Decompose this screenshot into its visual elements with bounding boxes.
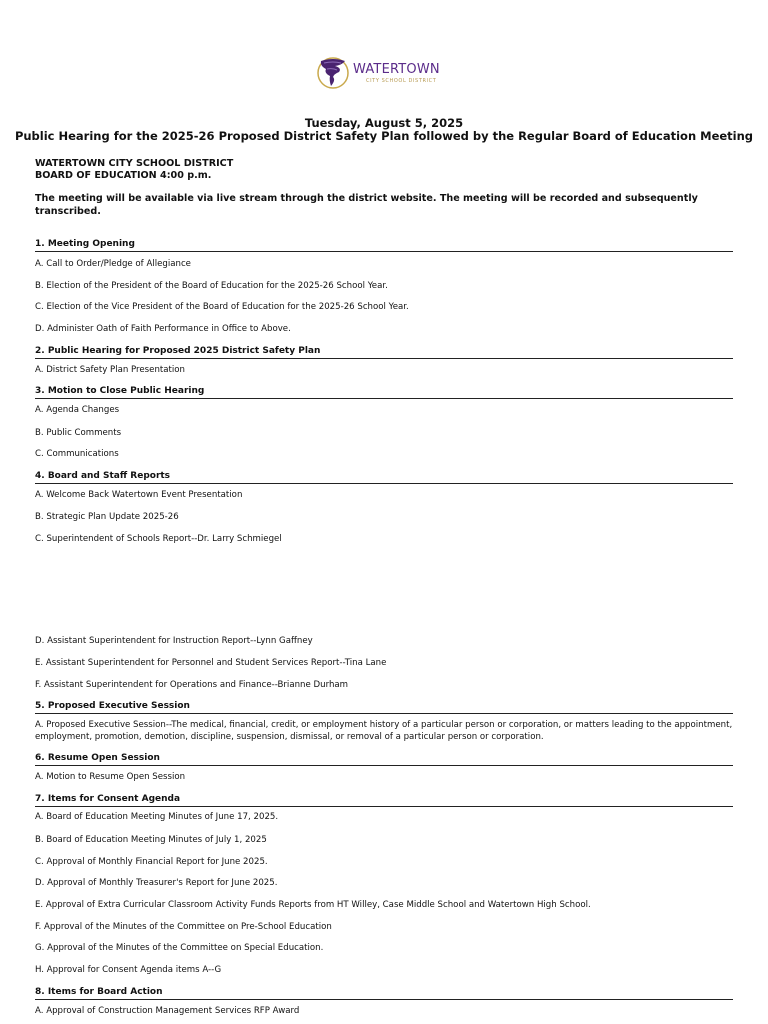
agenda-item: B. Strategic Plan Update 2025-26: [35, 512, 179, 522]
agenda-item: A. District Safety Plan Presentation: [35, 365, 185, 375]
meeting-title: Public Hearing for the 2025-26 Proposed District Safety Plan followed by the Regular Board of Education Meeting: [14, 129, 754, 143]
agenda-item: E. Approval of Extra Curricular Classroom Activity Funds Reports from HT Willey, Case Middle School and Watertown High School.: [35, 900, 591, 910]
agenda-item: A. Call to Order/Pledge of Allegiance: [35, 259, 191, 269]
agenda-item: G. Approval of the Minutes of the Committee on Special Education.: [35, 943, 324, 953]
section-heading: 6. Resume Open Session: [35, 753, 733, 766]
agenda-item: C. Communications: [35, 449, 119, 459]
board-time: BOARD OF EDUCATION 4:00 p.m.: [35, 170, 212, 181]
tornado-logo-icon: [316, 53, 350, 91]
agenda-item: A. Agenda Changes: [35, 405, 120, 415]
agenda-item: B. Election of the President of the Board of Education for the 2025-26 School Year.: [35, 281, 388, 291]
section-heading: 1. Meeting Opening: [35, 239, 733, 252]
logo-subtitle: CITY SCHOOL DISTRICT: [366, 78, 437, 84]
section-heading: 8. Items for Board Action: [35, 987, 733, 1000]
agenda-item: H. Approval for Consent Agenda items A--G: [35, 965, 222, 975]
agenda-item: B. Board of Education Meeting Minutes of July 1, 2025: [35, 835, 267, 845]
section-heading: 3. Motion to Close Public Hearing: [35, 386, 733, 399]
agenda-item: F. Approval of the Minutes of the Committee on Pre-School Education: [35, 922, 332, 932]
agenda-item: D. Assistant Superintendent for Instruction Report--Lynn Gaffney: [35, 636, 313, 646]
agenda-item: A. Proposed Executive Session--The medical, financial, credit, or employment history of a particular person or corporation, or matters leading to the appointment, employment, promotion, demotion, discipline, suspension, dismissal, or removal of a particular person or corporation.: [35, 720, 733, 742]
agenda-item: D. Approval of Monthly Treasurer's Report for June 2025.: [35, 878, 278, 888]
section-heading: 2. Public Hearing for Proposed 2025 District Safety Plan: [35, 346, 733, 359]
agenda-item: A. Motion to Resume Open Session: [35, 772, 186, 782]
agenda-item: C. Superintendent of Schools Report--Dr. Larry Schmiegel: [35, 534, 282, 544]
agenda-item: D. Administer Oath of Faith Performance in Office to Above.: [35, 324, 291, 334]
agenda-item: A. Welcome Back Watertown Event Presentation: [35, 490, 243, 500]
agenda-item: A. Approval of Construction Management Services RFP Award: [35, 1006, 300, 1016]
agenda-item: E. Assistant Superintendent for Personnel and Student Services Report--Tina Lane: [35, 658, 387, 668]
section-heading: 4. Board and Staff Reports: [35, 471, 733, 484]
agenda-item: F. Assistant Superintendent for Operations and Finance--Brianne Durham: [35, 680, 349, 690]
stream-notice: The meeting will be available via live stream through the district website. The meeting will be recorded and subsequently transcribed.: [35, 193, 698, 217]
section-heading: 7. Items for Consent Agenda: [35, 794, 733, 807]
agenda-item: C. Approval of Monthly Financial Report for June 2025.: [35, 857, 268, 867]
agenda-item: A. Board of Education Meeting Minutes of June 17, 2025.: [35, 812, 279, 822]
section-heading: 5. Proposed Executive Session: [35, 701, 733, 714]
district-name: WATERTOWN CITY SCHOOL DISTRICT: [35, 158, 234, 169]
agenda-item: B. Public Comments: [35, 428, 122, 438]
agenda-item: C. Election of the Vice President of the Board of Education for the 2025-26 School Year.: [35, 302, 409, 312]
district-logo: [316, 53, 456, 93]
logo-name: WATERTOWN: [353, 62, 440, 77]
meeting-date: Tuesday, August 5, 2025: [304, 116, 464, 130]
